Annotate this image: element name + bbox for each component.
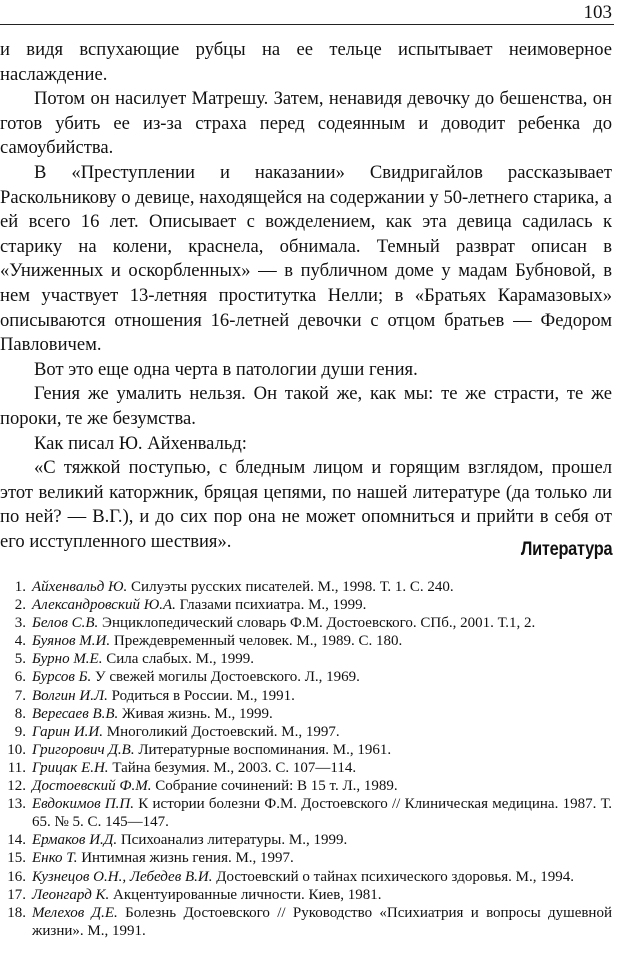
reference-item <box>0 759 612 777</box>
reference-author: Достоевский Ф.М. <box>32 778 152 795</box>
reference-number: 2. <box>14 597 26 614</box>
reference-number: 18. <box>7 904 26 921</box>
reference-number: 6. <box>14 669 26 686</box>
reference-item <box>0 831 612 849</box>
reference-number: 13. <box>7 796 26 813</box>
reference-number: 9. <box>14 723 26 740</box>
reference-text: Многоликий Достоевский. М., 1997. <box>106 723 340 740</box>
reference-author: Буянов М.И. <box>32 633 111 650</box>
reference-number: 16. <box>7 868 26 885</box>
reference-item <box>0 632 612 650</box>
reference-number: 4. <box>14 633 26 650</box>
reference-text: К истории болезни Ф.М. Достоевского // Клиническая медицина. 1987. Т. 65. № 5. С. 145—147. <box>32 796 613 831</box>
reference-item <box>0 868 612 886</box>
reference-text: Силуэты русских писателей. М., 1998. Т. 1. С. 240. <box>131 579 454 595</box>
reference-text: Преждевременный человек. М., 1989. С. 180. <box>113 633 403 650</box>
reference-number: 15. <box>7 850 26 867</box>
reference-item <box>0 705 612 723</box>
reference-number: 14. <box>7 832 26 849</box>
reference-item <box>0 723 612 741</box>
reference-author: Гарин И.И. <box>32 723 104 740</box>
reference-text: Живая жизнь. М., 1999. <box>122 705 273 722</box>
paragraph: Как писал Ю. Айхенвальд: <box>34 432 247 454</box>
reference-author: Григорович Д.В. <box>32 741 135 758</box>
reference-text: Достоевский о тайнах психического здоровья. М., 1994. <box>216 868 575 885</box>
reference-number: 7. <box>14 687 26 704</box>
reference-text: У свежей могилы Достоевского. Л., 1969. <box>95 669 360 686</box>
references-list <box>0 578 612 940</box>
reference-number: 1. <box>14 579 26 595</box>
paragraph: Потом он насилует Матрешу. Затем, ненавидя девочку до бешенства, он готов убить ее из-за страха перед содеянным и доводит ребенка до самоубийства. <box>0 88 612 159</box>
reference-text: Глазами психиатра. М., 1999. <box>179 597 367 614</box>
reference-number: 17. <box>7 886 26 903</box>
reference-item <box>0 777 612 795</box>
reference-author: Ермаков И.Д. <box>32 832 118 849</box>
reference-text: Акцентуированные личности. Киев, 1981. <box>113 886 382 903</box>
reference-text: Энциклопедический словарь Ф.М. Достоевского. СПб., 2001. Т.1, 2. <box>102 615 536 632</box>
reference-author: Мелехов Д.Е. <box>32 904 118 921</box>
reference-number: 10. <box>7 741 26 758</box>
reference-author: Александровский Ю.А. <box>32 597 176 614</box>
header-rule <box>0 24 614 25</box>
reference-item <box>0 578 612 596</box>
reference-author: Бурно М.Е. <box>32 651 103 668</box>
quote-paragraph: «С тяжкой поступью, с бледным лицом и горящим взглядом, прошел этот великий каторжник, бряцая цепями, по нашей литературе (да только ли по ней? — В.Г.), и до сих пор она не может опомниться и прийти в себя от его исступленного шествия». <box>0 457 612 552</box>
reference-item <box>0 886 612 904</box>
reference-text: Тайна безумия. М., 2003. С. 107—114. <box>112 759 357 776</box>
reference-author: Вересаев В.В. <box>32 705 119 722</box>
paragraph: и видя вспухающие рубцы на ее тельце испытывает неимоверное наслаждение. <box>0 39 612 85</box>
reference-author: Белов С.В. <box>32 615 99 632</box>
reference-author: Айхенвальд Ю. <box>32 579 128 595</box>
reference-text: Родиться в России. М., 1991. <box>111 687 295 704</box>
paragraph: В «Преступлении и наказании» Свидригайлов рассказывает Раскольникову о девице, находящейся на содержании у 50-летнего старика, а ей всего 16 лет. Описывает с вожделением, как эта девица садилась к старику на колени, краснела, обнимала. Темный разврат описан в «Униженных и оскорбленных» — в публичном доме у мадам Бубновой, в нем участвует 13-летняя проститутка Нелли; в «Братьях Карамазовых» описываются отношения 16-летней девочки с отцом братьев — Федором Павловичем. <box>0 161 612 356</box>
reference-author: Кузнецов О.Н., Лебедев В.И. <box>32 868 213 885</box>
reference-item <box>0 795 612 831</box>
reference-number: 8. <box>14 705 26 722</box>
reference-text: Интимная жизнь гения. М., 1997. <box>81 850 294 867</box>
reference-author: Бурсов Б. <box>32 669 92 686</box>
reference-text: Литературные воспоминания. М., 1961. <box>138 741 392 758</box>
reference-item <box>0 668 612 686</box>
reference-number: 11. <box>7 759 26 776</box>
reference-item <box>0 614 612 632</box>
reference-author: Грицак Е.Н. <box>32 759 109 776</box>
reference-number: 12. <box>7 778 26 795</box>
reference-author: Волгин И.Л. <box>32 687 108 704</box>
reference-item <box>0 741 612 759</box>
paragraph: Вот это еще одна черта в патологии души гения. <box>34 358 418 380</box>
reference-author: Леонгард К. <box>32 886 110 903</box>
page-number: 103 <box>583 2 612 23</box>
paragraph: Гения же умалить нельзя. Он такой же, как мы: те же страсти, те же пороки, те же безумства. <box>0 383 612 429</box>
reference-text: Собрание сочинений: В 15 т. Л., 1989. <box>155 778 398 795</box>
reference-author: Енко Т. <box>32 850 78 867</box>
reference-item <box>0 650 612 668</box>
body-text <box>0 38 612 554</box>
reference-text: Сила слабых. М., 1999. <box>106 651 255 668</box>
reference-text: Психоанализ литературы. М., 1999. <box>120 832 348 849</box>
reference-item <box>0 596 612 614</box>
reference-text: Болезнь Достоевского // Руководство «Психиатрия и вопросы душевной жизни». М., 1991. <box>32 904 612 939</box>
references-title: Литература <box>520 539 612 560</box>
reference-item <box>0 849 612 867</box>
reference-item <box>0 687 612 705</box>
reference-item <box>0 904 612 940</box>
reference-number: 3. <box>14 615 26 632</box>
reference-number: 5. <box>14 651 26 668</box>
reference-author: Евдокимов П.П. <box>32 796 134 813</box>
